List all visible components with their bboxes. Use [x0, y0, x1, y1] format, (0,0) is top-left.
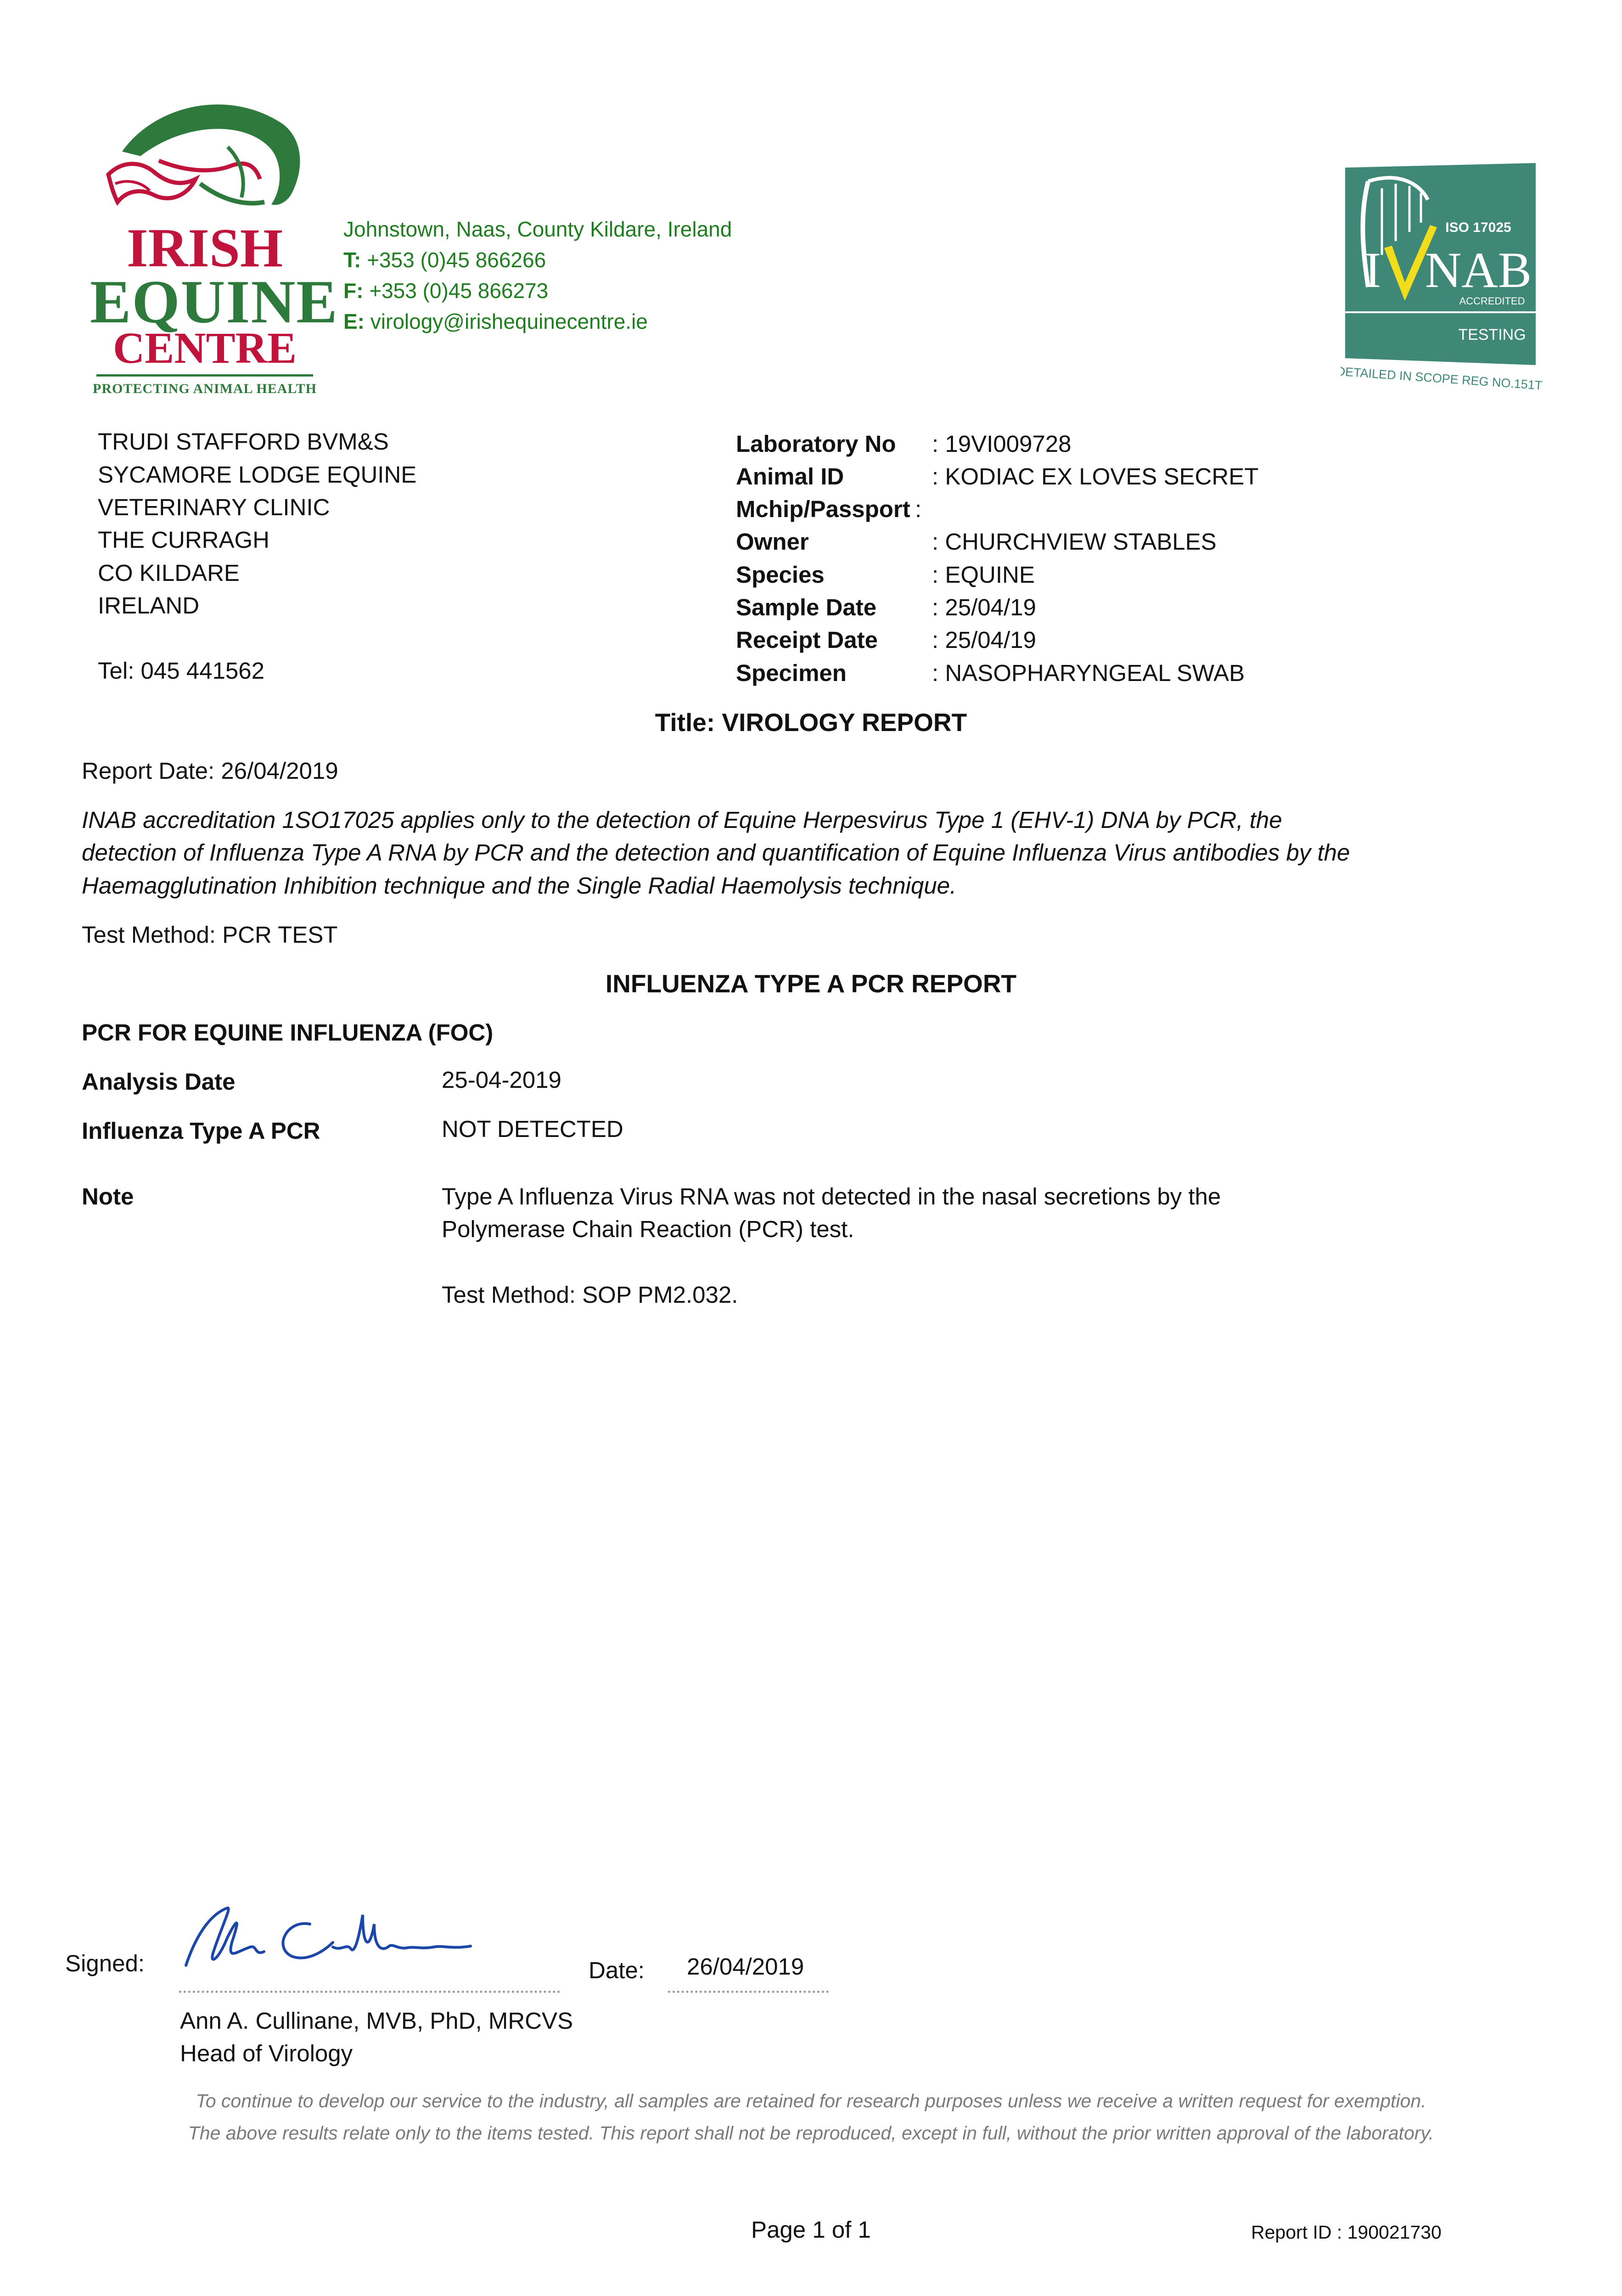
- logo-word-equine: EQUINE: [90, 268, 338, 336]
- accreditation-note-line-1: INAB accreditation 1SO17025 applies only to the detection of Equine Herpesvirus Type 1 (EHV-1) DNA by PCR, the: [82, 807, 1282, 833]
- pcr-heading: PCR FOR EQUINE INFLUENZA (FOC): [82, 1019, 494, 1046]
- inab-iso-text: ISO 17025: [1445, 220, 1511, 235]
- signature-date-value: 26/04/2019: [687, 1953, 804, 1980]
- info-value-species: : EQUINE: [932, 562, 1035, 588]
- logo-word-centre: CENTRE: [112, 323, 297, 372]
- report-date: Report Date: 26/04/2019: [82, 758, 338, 784]
- signature-line: [179, 1991, 560, 1993]
- section-title: INFLUENZA TYPE A PCR REPORT: [605, 969, 1017, 998]
- analysis-date-label: Analysis Date: [82, 1069, 236, 1095]
- info-value-sample-date: : 25/04/19: [932, 594, 1036, 620]
- recipient-line-5: CO KILDARE: [98, 560, 240, 586]
- note-line-1: Type A Influenza Virus RNA was not detected in the nasal secretions by the: [442, 1183, 1221, 1210]
- centre-email: [343, 306, 648, 337]
- info-label-sample-date: Sample Date: [736, 594, 877, 620]
- recipient-line-2: SYCAMORE LODGE EQUINE: [98, 461, 417, 488]
- info-value-laboratory-no: : 19VI009728: [932, 431, 1072, 457]
- signature-scribble: [177, 1896, 498, 1988]
- info-label-mchip-passport: Mchip/Passport: [736, 496, 910, 522]
- info-label-owner: Owner: [736, 529, 809, 555]
- inab-scope-text: DETAILED IN SCOPE REG NO.151T: [1341, 364, 1543, 393]
- inab-mark-letter: I: [1364, 242, 1381, 298]
- email-address: virology@irishequinecentre.ie: [370, 310, 648, 333]
- recipient-line-3: VETERINARY CLINIC: [98, 494, 330, 520]
- info-value-mchip-passport: :: [915, 496, 922, 522]
- phone-label: T:: [343, 248, 361, 272]
- footer-reproduction-note: The above results relate only to the items tested. This report shall not be reproduced, except in full, without the prior written approval of the laboratory.: [188, 2122, 1434, 2144]
- inab-badge-icon: [1341, 163, 1543, 393]
- irish-equine-centre-logo: [90, 92, 338, 404]
- info-label-species: Species: [736, 562, 825, 588]
- info-label-laboratory-no: Laboratory No: [736, 431, 896, 457]
- recipient-line-1: TRUDI STAFFORD BVM&S: [98, 428, 389, 455]
- info-value-receipt-date: : 25/04/19: [932, 627, 1036, 653]
- recipient-tel: Tel: 045 441562: [98, 658, 264, 684]
- note-line-2: Polymerase Chain Reaction (PCR) test.: [442, 1216, 854, 1242]
- info-label-specimen: Specimen: [736, 660, 847, 686]
- date-line: [668, 1991, 829, 1993]
- signatory-name: Ann A. Cullinane, MVB, PhD, MRCVS: [180, 2008, 573, 2034]
- centre-address: Johnstown, Naas, County Kildare, Ireland: [343, 217, 732, 241]
- test-method: Test Method: PCR TEST: [82, 922, 338, 948]
- centre-fax: [343, 276, 548, 306]
- accreditation-note-line-3: Haemagglutination Inhibition technique and the Single Radial Haemolysis technique.: [82, 872, 957, 899]
- info-value-owner: : CHURCHVIEW STABLES: [932, 529, 1217, 555]
- report-title: Title: VIROLOGY REPORT: [655, 708, 967, 737]
- recipient-line-4: THE CURRAGH: [98, 527, 270, 553]
- analysis-date-value: 25-04-2019: [442, 1067, 561, 1093]
- report-id: Report ID : 190021730: [1251, 2222, 1442, 2243]
- note-test-method: Test Method: SOP PM2.032.: [442, 1282, 738, 1308]
- page-number: Page 1 of 1: [751, 2217, 871, 2243]
- note-label: Note: [82, 1183, 134, 1210]
- signatory-role: Head of Virology: [180, 2040, 353, 2066]
- centre-phone: [343, 245, 546, 275]
- fax-number: +353 (0)45 866273: [369, 279, 549, 303]
- inab-mark-word: NAB: [1425, 242, 1532, 298]
- inab-accreditation-badge: [1341, 163, 1543, 393]
- logo-tagline: PROTECTING ANIMAL HEALTH: [93, 381, 317, 396]
- footer-retention-note: To continue to develop our service to the industry, all samples are retained for research purposes unless we receive a written request for exemption.: [196, 2090, 1426, 2111]
- inab-testing-text: TESTING: [1458, 326, 1526, 343]
- logo-word-irish: IRISH: [126, 217, 283, 278]
- signed-label: Signed:: [65, 1950, 145, 1976]
- info-label-receipt-date: Receipt Date: [736, 627, 878, 653]
- fax-label: F:: [343, 279, 364, 303]
- pcr-result-label: Influenza Type A PCR: [82, 1118, 320, 1144]
- accreditation-note-line-2: detection of Influenza Type A RNA by PCR and the detection and quantification of Equine Influenza Virus antibodies by the: [82, 839, 1350, 866]
- recipient-line-6: IRELAND: [98, 592, 200, 619]
- inab-accredited-text: ACCREDITED: [1459, 295, 1525, 307]
- email-label: E:: [343, 310, 365, 333]
- pcr-result-value: NOT DETECTED: [442, 1116, 623, 1142]
- signature-date-label: Date:: [589, 1957, 645, 1983]
- info-value-animal-id: : KODIAC EX LOVES SECRET: [932, 463, 1259, 490]
- info-label-animal-id: Animal ID: [736, 463, 844, 490]
- logo-divider: [96, 374, 313, 377]
- horse-logo-icon: [90, 92, 320, 225]
- info-value-specimen: : NASOPHARYNGEAL SWAB: [932, 660, 1245, 686]
- phone-number: +353 (0)45 866266: [367, 248, 546, 272]
